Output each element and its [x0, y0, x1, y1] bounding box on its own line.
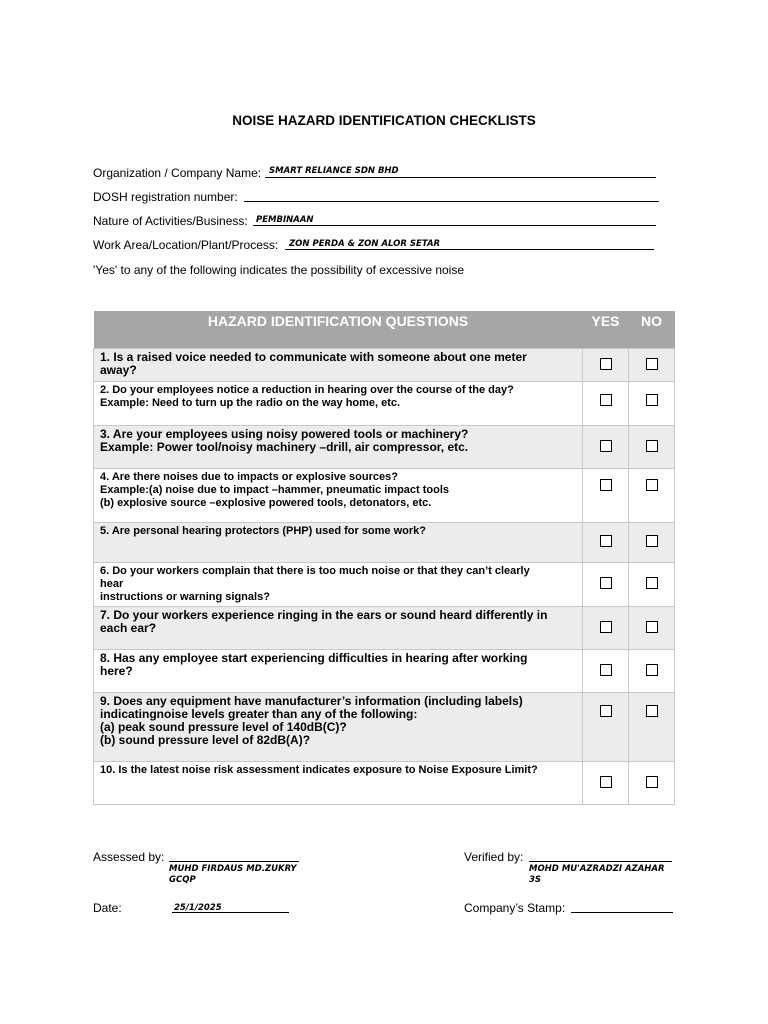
- no-checkbox[interactable]: [646, 577, 658, 589]
- no-checkbox[interactable]: [646, 664, 658, 676]
- note-text: 'Yes' to any of the following indicates the possibility of excessive noise: [93, 263, 465, 277]
- question-line: 4. Are there noises due to impacts or explosive sources?: [100, 471, 398, 483]
- no-cell[interactable]: [629, 607, 675, 650]
- question-cell: [94, 426, 583, 469]
- header-no: NO: [629, 311, 675, 349]
- no-cell[interactable]: [629, 349, 675, 382]
- yes-cell[interactable]: [583, 349, 629, 382]
- work-label: Work Area/Location/Plant/Process:: [93, 238, 279, 252]
- yes-cell[interactable]: [583, 693, 629, 762]
- no-cell[interactable]: [629, 523, 675, 563]
- nature-line: [253, 225, 656, 226]
- question-line: Example: Power tool/noisy machinery –drill, air compressor, etc.: [100, 440, 469, 454]
- no-checkbox[interactable]: [646, 394, 658, 406]
- no-checkbox[interactable]: [646, 535, 658, 547]
- question-line: 1. Is a raised voice needed to communicate with someone about one meter: [100, 350, 527, 364]
- yes-checkbox[interactable]: [600, 394, 612, 406]
- no-cell[interactable]: [629, 563, 675, 607]
- table-header-row: [94, 311, 675, 349]
- no-cell[interactable]: [629, 762, 675, 805]
- yes-cell[interactable]: [583, 762, 629, 805]
- question-line: 3. Are your employees using noisy powered tools or machinery?: [100, 427, 469, 441]
- no-cell[interactable]: [629, 650, 675, 693]
- verified-line: [529, 861, 672, 862]
- yes-cell[interactable]: [583, 426, 629, 469]
- question-cell: [94, 523, 583, 563]
- question-cell: [94, 382, 583, 426]
- dosh-label: DOSH registration number:: [93, 190, 238, 204]
- date-value: 25/1/2025: [174, 903, 222, 913]
- no-cell[interactable]: [629, 426, 675, 469]
- no-checkbox[interactable]: [646, 705, 658, 717]
- no-cell[interactable]: [629, 469, 675, 523]
- org-line: [265, 177, 656, 178]
- question-cell: [94, 349, 583, 382]
- table-row: [94, 523, 675, 563]
- no-checkbox[interactable]: [646, 621, 658, 633]
- yes-checkbox[interactable]: [600, 664, 612, 676]
- stamp-label: Company’s Stamp:: [464, 901, 566, 915]
- document-title: NOISE HAZARD IDENTIFICATION CHECKLISTS: [232, 113, 536, 128]
- no-cell[interactable]: [629, 382, 675, 426]
- assessed-label: Assessed by:: [93, 850, 165, 864]
- question-line: 5. Are personal hearing protectors (PHP) used for some work?: [100, 525, 426, 537]
- question-line: (a) peak sound pressure level of 140dB(C)?: [100, 720, 347, 734]
- table-row: [94, 469, 675, 523]
- question-line: hear: [100, 578, 124, 590]
- no-checkbox[interactable]: [646, 479, 658, 491]
- yes-checkbox[interactable]: [600, 577, 612, 589]
- question-line: (b) explosive source –explosive powered tools, detonators, etc.: [100, 497, 432, 509]
- question-line: Example:(a) noise due to impact –hammer, pneumatic impact tools: [100, 484, 450, 496]
- table-row: [94, 349, 675, 382]
- question-cell: [94, 762, 583, 805]
- hazard-table: [93, 311, 675, 805]
- verified-title: 3S: [529, 875, 542, 885]
- yes-checkbox[interactable]: [600, 621, 612, 633]
- no-checkbox[interactable]: [646, 358, 658, 370]
- question-line: 6. Do your workers complain that there is too much noise or that they can’t clearly: [100, 565, 530, 577]
- assessed-name: MUHD FIRDAUS MD.ZUKRY: [169, 864, 297, 874]
- work-line: [285, 249, 654, 250]
- question-line: 8. Has any employee start experiencing difficulties in hearing after working: [100, 651, 528, 665]
- question-line: Example: Need to turn up the radio on the way home, etc.: [100, 397, 401, 409]
- verified-name: MOHD MU'AZRADZI AZAHAR: [529, 864, 665, 874]
- org-label: Organization / Company Name:: [93, 166, 262, 180]
- assessed-title: GCQP: [169, 875, 196, 885]
- question-line: instructions or warning signals?: [100, 591, 270, 603]
- work-value: ZON PERDA & ZON ALOR SETAR: [289, 239, 441, 249]
- question-line: 10. Is the latest noise risk assessment indicates exposure to Noise Exposure Limit?: [100, 764, 538, 776]
- question-cell: [94, 607, 583, 650]
- question-line: away?: [100, 363, 137, 377]
- header-question: HAZARD IDENTIFICATION QUESTIONS: [94, 311, 583, 349]
- yes-cell[interactable]: [583, 469, 629, 523]
- yes-checkbox[interactable]: [600, 358, 612, 370]
- yes-checkbox[interactable]: [600, 535, 612, 547]
- question-line: (b) sound pressure level of 82dB(A)?: [100, 733, 311, 747]
- yes-checkbox[interactable]: [600, 705, 612, 717]
- table-row: [94, 426, 675, 469]
- table-row: [94, 607, 675, 650]
- header-yes: YES: [583, 311, 629, 349]
- yes-checkbox[interactable]: [600, 479, 612, 491]
- yes-cell[interactable]: [583, 563, 629, 607]
- question-line: 7. Do your workers experience ringing in the ears or sound heard differently in: [100, 608, 548, 622]
- question-line: here?: [100, 664, 133, 678]
- date-label: Date:: [93, 901, 122, 915]
- org-value: SMART RELIANCE SDN BHD: [269, 166, 399, 176]
- verified-label: Verified by:: [464, 850, 524, 864]
- question-line: indicatingnoise levels greater than any of the following:: [100, 707, 418, 721]
- yes-checkbox[interactable]: [600, 440, 612, 452]
- question-line: each ear?: [100, 621, 157, 635]
- no-checkbox[interactable]: [646, 776, 658, 788]
- table-row: [94, 563, 675, 607]
- yes-checkbox[interactable]: [600, 776, 612, 788]
- yes-cell[interactable]: [583, 607, 629, 650]
- yes-cell[interactable]: [583, 650, 629, 693]
- table-row: [94, 650, 675, 693]
- dosh-line: [244, 201, 659, 202]
- nature-value: PEMBINAAN: [256, 215, 314, 225]
- table-row: [94, 762, 675, 805]
- question-cell: [94, 469, 583, 523]
- question-cell: [94, 650, 583, 693]
- no-checkbox[interactable]: [646, 440, 658, 452]
- yes-cell[interactable]: [583, 382, 629, 426]
- question-cell: [94, 693, 583, 762]
- question-line: 2. Do your employees notice a reduction in hearing over the course of the day?: [100, 384, 514, 396]
- table-row: [94, 693, 675, 762]
- stamp-line: [571, 912, 673, 913]
- nature-label: Nature of Activities/Business:: [93, 214, 248, 228]
- assessed-line: [169, 861, 299, 862]
- yes-cell[interactable]: [583, 523, 629, 563]
- question-cell: [94, 563, 583, 607]
- table-row: [94, 382, 675, 426]
- no-cell[interactable]: [629, 693, 675, 762]
- question-line: 9. Does any equipment have manufacturer’s information (including labels): [100, 694, 523, 708]
